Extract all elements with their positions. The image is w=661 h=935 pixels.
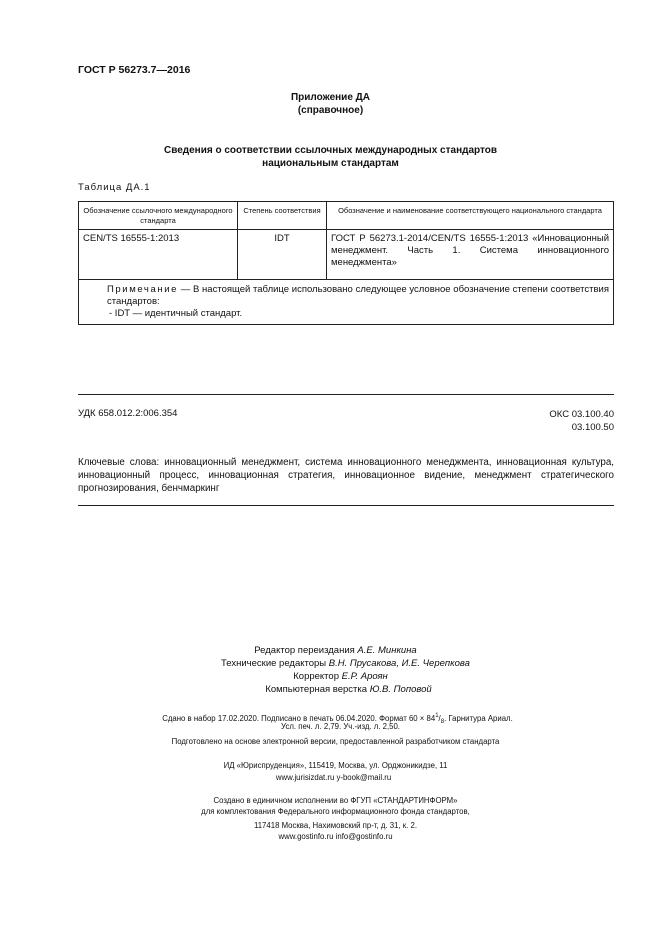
table-header-row bbox=[79, 202, 614, 230]
credit-role: Технические редакторы bbox=[221, 658, 329, 669]
table-note-row bbox=[79, 280, 614, 325]
table-header-degree: Степень соответствия bbox=[238, 202, 327, 230]
print-sheets: Усл. печ. л. 2,79. Уч.-изд. л. 2,50. bbox=[281, 722, 400, 731]
cell-national-standard: ГОСТ Р 56273.1-2014/CEN/TS 16555-1:2013 «Инновационный менеджмент. Часть 1. Система инновационного менеджмента» bbox=[327, 230, 614, 280]
reference-table bbox=[78, 201, 614, 325]
appendix-title: Приложение ДА bbox=[290, 92, 371, 103]
created-note: Создано в единичном исполнении во ФГУП «СТАНДАРТИНФОРМ» bbox=[213, 796, 458, 805]
credit-name: В.Н. Прусакова, И.Е. Черепкова bbox=[328, 658, 470, 669]
document-code: ГОСТ Р 56273.7—2016 bbox=[78, 64, 191, 76]
credit-editor bbox=[0, 644, 661, 657]
credit-role: Корректор bbox=[293, 671, 342, 682]
divider-top bbox=[78, 394, 614, 395]
format-sub: 8 bbox=[440, 719, 445, 725]
publisher-address: ИД «Юриспруденция», 115419, Москва, ул. Орджоникидзе, 11 bbox=[223, 761, 448, 770]
credit-role: Компьютерная верстка bbox=[265, 684, 370, 695]
standartinform-address: 117418 Москва, Нахимовский пр-т, д. 31, к. 2. bbox=[253, 821, 418, 830]
credit-corrector bbox=[0, 670, 661, 683]
credit-name: Е.Р. Ароян bbox=[341, 671, 388, 682]
standartinform-contacts: www.gostinfo.ru info@gostinfo.ru bbox=[278, 832, 393, 841]
credit-tech-editors bbox=[0, 657, 661, 670]
publisher-contacts: www.jurisizdat.ru y-book@mail.ru bbox=[275, 773, 392, 782]
oks-code-2: 03.100.50 bbox=[571, 422, 614, 433]
table-header-national: Обозначение и наименование соответствующего национального стандарта bbox=[327, 202, 614, 230]
note-text: — В настоящей таблице использовано следующее условное обозначение степени соответствия стандартов: bbox=[107, 284, 609, 307]
section-heading-line-1: Сведения о соответствии ссылочных международных стандартов bbox=[163, 145, 498, 156]
section-heading bbox=[20, 144, 641, 170]
credits-block bbox=[0, 644, 661, 696]
note-item: - IDT — идентичный стандарт. bbox=[109, 308, 243, 319]
keywords: Ключевые слова: инновационный менеджмент, система инновационного менеджмента, инновационная культура, инновационный процесс, инновационная стратегия, инновационное видение, менеджмент стратегического прогнозирования, бенчмаркинг bbox=[78, 457, 614, 494]
udk-code: УДК 658.012.2:006.354 bbox=[78, 408, 178, 419]
credit-name: А.Е. Минкина bbox=[357, 645, 417, 656]
section-heading-line-2: национальным стандартам bbox=[262, 158, 399, 169]
table-caption: Таблица ДА.1 bbox=[78, 182, 151, 193]
fund-note: для комплектования Федерального информационного фонда стандартов, bbox=[201, 807, 470, 816]
table-row bbox=[79, 230, 614, 280]
oks-codes bbox=[480, 408, 614, 434]
appendix-subtitle: (справочное) bbox=[297, 105, 364, 116]
prepared-note: Подготовлено на основе электронной версии, предоставленной разработчиком стандарта bbox=[171, 737, 500, 746]
format-sup: 1 bbox=[435, 713, 439, 719]
divider-bottom bbox=[78, 505, 614, 506]
cell-degree: IDT bbox=[238, 230, 327, 280]
credit-role: Редактор переиздания bbox=[254, 645, 358, 656]
print-info-text: Сдано в набор 17.02.2020. Подписано в печать 06.04.2020. Формат 60 × 84 bbox=[162, 714, 436, 723]
note-label: Примечание bbox=[107, 284, 178, 295]
credit-layout bbox=[0, 683, 661, 696]
print-info-font: . Гарнитура Ариал. bbox=[444, 714, 513, 723]
table-header-intl: Обозначение ссылочного международного стандарта bbox=[79, 202, 238, 230]
oks-code-1: ОКС 03.100.40 bbox=[549, 409, 614, 420]
cell-intl-standard: CEN/TS 16555-1:2013 bbox=[79, 230, 238, 280]
format-slash: / bbox=[438, 714, 441, 723]
table-note bbox=[79, 280, 614, 325]
credit-name: Ю.В. Поповой bbox=[369, 684, 432, 695]
